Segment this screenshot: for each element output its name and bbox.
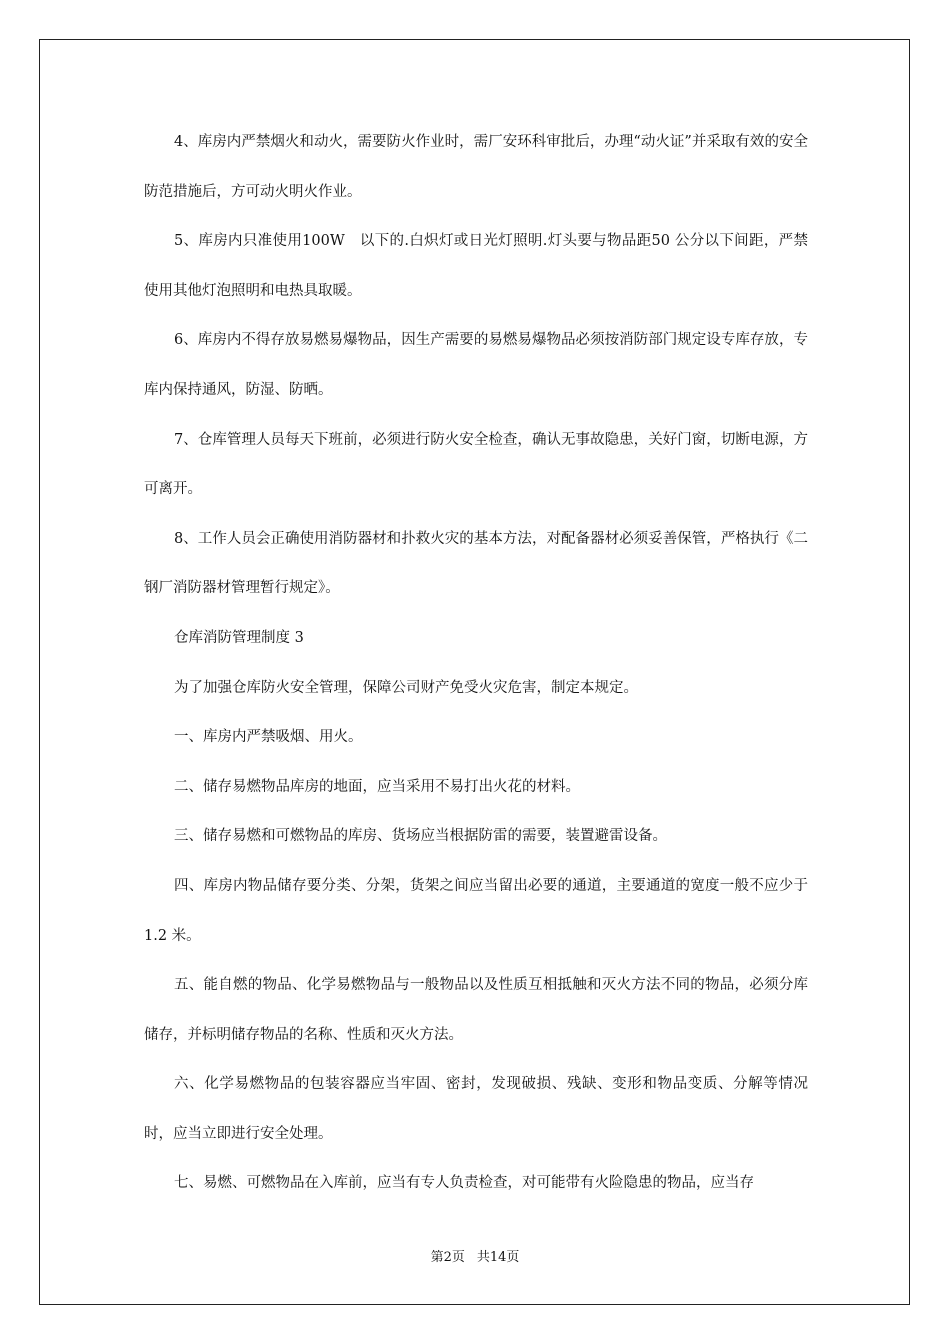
clause-7: 七、易燃、可燃物品在入库前，应当有专人负责检查，对可能带有火险隐患的物品，应当存 <box>174 1175 754 1192</box>
paragraph-5: 5、库房内只准使用100W 以下的.白炽灯或日光灯照明.灯头要与物品距50 公分以下间距，严禁使用其他灯泡照明和电热具取暖。 <box>144 233 808 299</box>
clause-2: 二、储存易燃物品库房的地面，应当采用不易打出火花的材料。 <box>174 778 580 795</box>
page-footer <box>0 1250 950 1266</box>
intro-paragraph: 为了加强仓库防火安全管理，保障公司财产免受火灾危害，制定本规定。 <box>174 679 638 696</box>
section-heading: 仓库消防管理制度 3 <box>174 629 304 646</box>
clause-6: 六、化学易燃物品的包装容器应当牢固、密封，发现破损、残缺、变形和物品变质、分解等情况时，应当立即进行安全处理。 <box>144 1076 808 1142</box>
paragraph-8: 8、工作人员会正确使用消防器材和扑救火灾的基本方法，对配备器材必须妥善保管，严格执行《二钢厂消防器材管理暂行规定》。 <box>144 530 808 597</box>
clause-1: 一、库房内严禁吸烟、用火。 <box>174 729 363 746</box>
page-number: 第2页 <box>430 1250 465 1265</box>
clause-5: 五、能自燃的物品、化学易燃物品与一般物品以及性质互相抵触和灭火方法不同的物品，必须分库储存，并标明储存物品的名称、性质和灭火方法。 <box>144 977 808 1043</box>
paragraph-7: 7、仓库管理人员每天下班前，必须进行防火安全检查，确认无事故隐患，关好门窗，切断电源，方可离开。 <box>144 431 808 498</box>
paragraph-4: 4、库房内严禁烟火和动火，需要防火作业时，需厂安环科审批后，办理“动火证”并采取有效的安全防范措施后，方可动火明火作业。 <box>144 134 808 200</box>
page-total: 共14页 <box>476 1250 520 1265</box>
paragraph-6: 6、库房内不得存放易燃易爆物品，因生产需要的易燃易爆物品必须按消防部门规定设专库存放，专库内保持通风，防湿、防晒。 <box>144 332 808 398</box>
document-body <box>144 118 808 1209</box>
clause-4: 四、库房内物品储存要分类、分架，货架之间应当留出必要的通道，主要通道的宽度一般不应少于 1.2 米。 <box>144 877 808 944</box>
clause-3: 三、储存易燃和可燃物品的库房、货场应当根据防雷的需要，装置避雷设备。 <box>174 828 667 845</box>
